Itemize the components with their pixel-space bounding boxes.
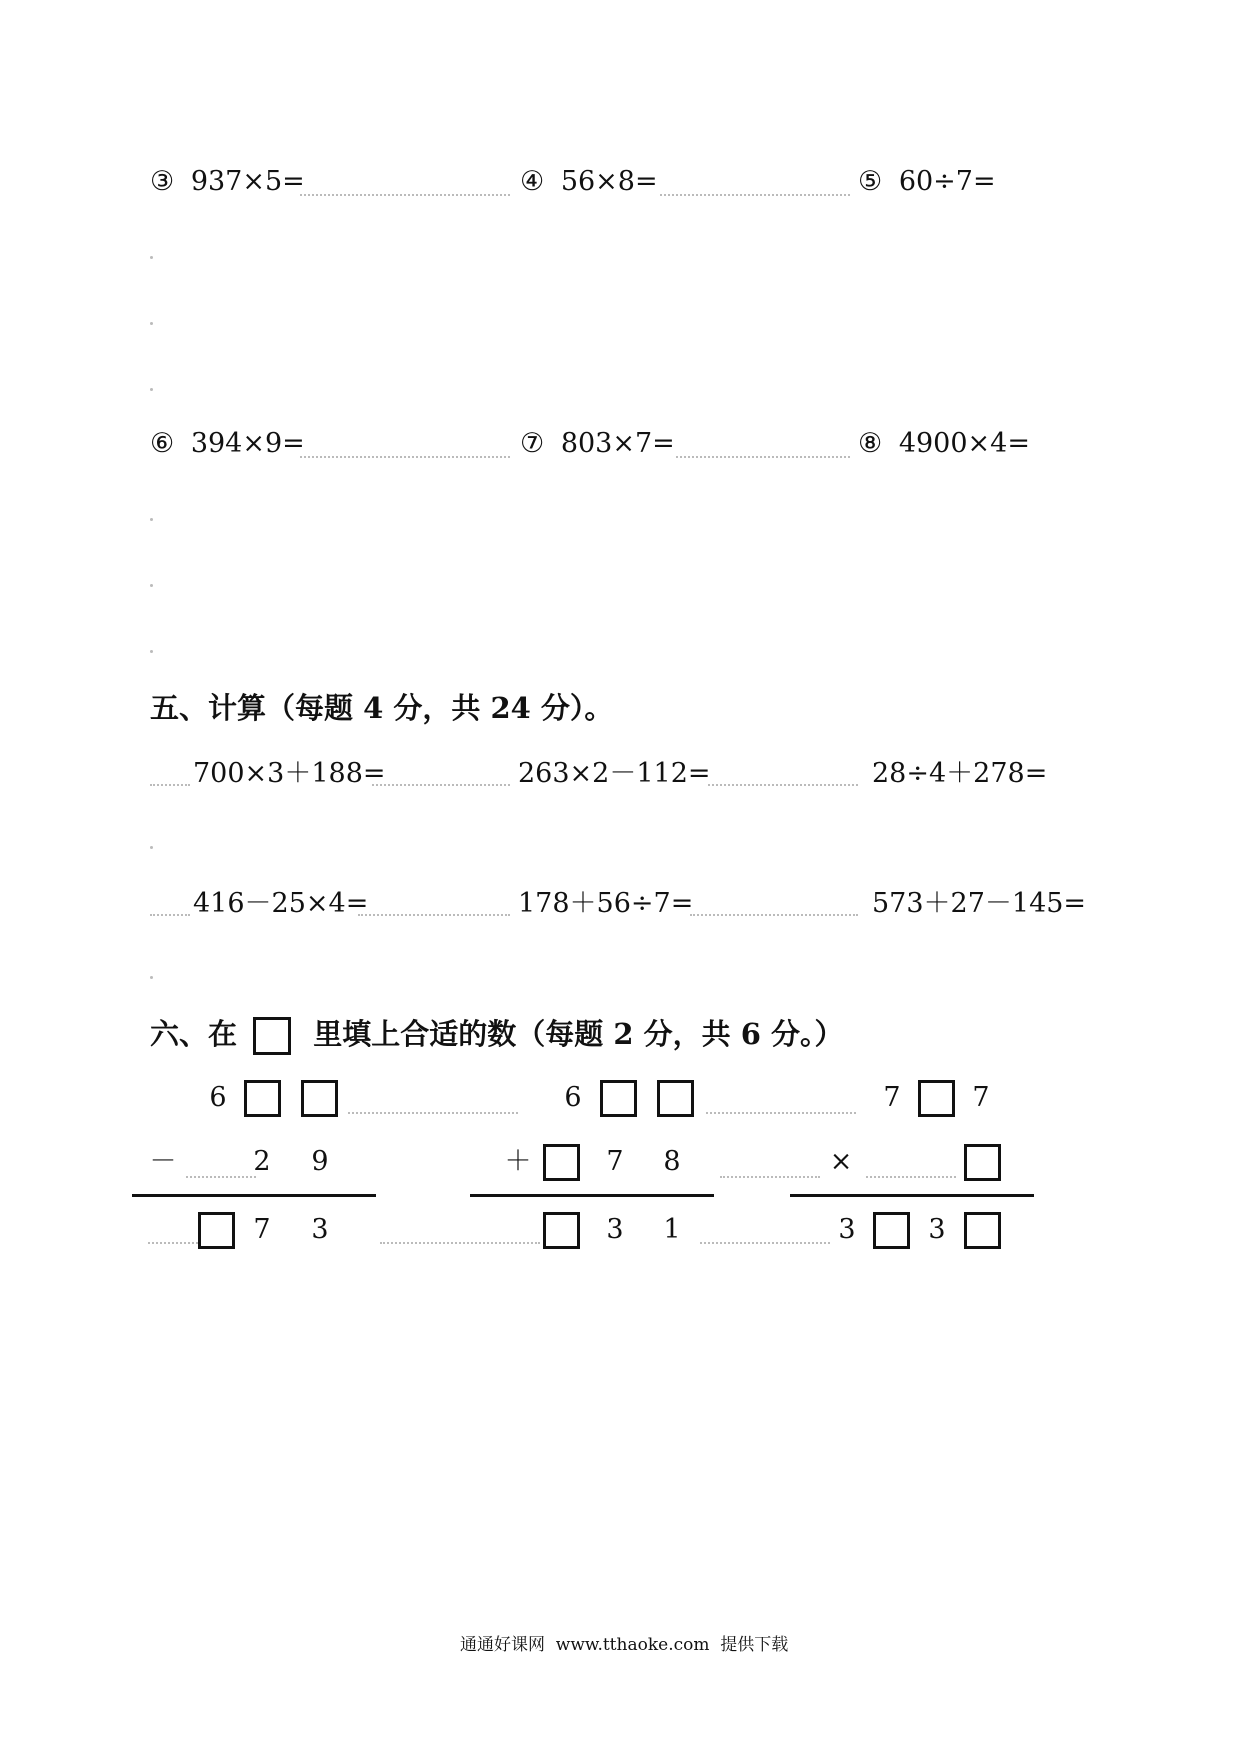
margin-dot — [150, 976, 153, 979]
problem-number: ③ — [150, 166, 175, 197]
answer-line — [148, 1242, 198, 1244]
answer-box[interactable] — [873, 1212, 910, 1249]
operator: － — [149, 1146, 177, 1177]
sum-rule — [132, 1194, 376, 1197]
calc-problem: 178＋56÷7= — [518, 888, 694, 919]
answer-line — [708, 784, 858, 786]
problem-5 — [858, 166, 996, 198]
problem-expression: 4900×4= — [898, 428, 1030, 459]
digit: 3 — [928, 1214, 946, 1245]
calc-problem: 28÷4＋278= — [872, 758, 1048, 789]
inline-box-icon — [253, 1017, 291, 1055]
calc-problem: 416－25×4= — [193, 888, 369, 919]
digit: 6 — [209, 1082, 227, 1113]
problem-expression: 803×7= — [560, 428, 675, 459]
answer-box[interactable] — [244, 1080, 281, 1117]
section-5-heading: 五、计算（每题 4 分，共 24 分）。 — [150, 691, 614, 725]
digit: 8 — [663, 1146, 681, 1177]
digit: 3 — [838, 1214, 856, 1245]
answer-line — [372, 784, 510, 786]
problem-7 — [520, 428, 675, 460]
answer-box[interactable] — [600, 1080, 637, 1117]
answer-line — [380, 1242, 540, 1244]
answer-line — [720, 1176, 820, 1178]
digit: 9 — [311, 1146, 329, 1177]
margin-dot — [150, 388, 153, 391]
answer-box[interactable] — [964, 1144, 1001, 1181]
answer-line — [660, 194, 850, 196]
margin-dot — [150, 846, 153, 849]
problem-expression: 56×8= — [560, 166, 658, 197]
product-rule — [790, 1194, 1034, 1197]
digit: 1 — [663, 1214, 681, 1245]
answer-line — [300, 194, 510, 196]
problem-expression: 937×5= — [190, 166, 305, 197]
problem-8 — [858, 428, 1030, 460]
problem-expression: 60÷7= — [898, 166, 996, 197]
answer-box[interactable] — [543, 1212, 580, 1249]
problem-number: ⑦ — [520, 428, 545, 459]
calc-problem: 700×3＋188= — [193, 758, 386, 789]
answer-box[interactable] — [543, 1144, 580, 1181]
answer-line — [348, 1112, 518, 1114]
calc-problem: 263×2－112= — [518, 758, 711, 789]
answer-line — [150, 784, 190, 786]
margin-dot — [150, 650, 153, 653]
answer-box[interactable] — [198, 1212, 235, 1249]
margin-dot — [150, 322, 153, 325]
answer-line — [358, 914, 510, 916]
problem-4 — [520, 166, 658, 198]
heading-post: 里填上合适的数（每题 2 分，共 6 分。） — [313, 1017, 844, 1051]
heading-pre: 六、在 — [150, 1017, 238, 1051]
answer-line — [690, 914, 858, 916]
problem-number: ⑥ — [150, 428, 175, 459]
answer-line — [150, 914, 190, 916]
answer-line — [676, 456, 850, 458]
answer-line — [186, 1176, 256, 1178]
digit: 7 — [972, 1082, 990, 1113]
digit: 2 — [253, 1146, 271, 1177]
answer-box[interactable] — [657, 1080, 694, 1117]
digit: 7 — [606, 1146, 624, 1177]
answer-line — [700, 1242, 830, 1244]
problem-number: ⑤ — [858, 166, 883, 197]
answer-box[interactable] — [964, 1212, 1001, 1249]
answer-box[interactable] — [918, 1080, 955, 1117]
answer-box[interactable] — [301, 1080, 338, 1117]
footer-credit: 通通好课网 www.tthaoke.com 提供下载 — [460, 1635, 789, 1655]
digit: 3 — [311, 1214, 329, 1245]
margin-dot — [150, 256, 153, 259]
digit: 7 — [253, 1214, 271, 1245]
problem-3 — [150, 166, 305, 198]
sum-rule — [470, 1194, 714, 1197]
section-6-heading — [150, 1016, 843, 1055]
operator: × — [829, 1146, 853, 1177]
margin-dot — [150, 584, 153, 587]
problem-number: ④ — [520, 166, 545, 197]
margin-dot — [150, 518, 153, 521]
problem-number: ⑧ — [858, 428, 883, 459]
calc-problem: 573＋27－145= — [872, 888, 1087, 919]
answer-line — [706, 1112, 856, 1114]
operator: ＋ — [504, 1146, 532, 1177]
problem-6 — [150, 428, 305, 460]
answer-line — [300, 456, 510, 458]
digit: 6 — [564, 1082, 582, 1113]
answer-line — [866, 1176, 956, 1178]
digit: 7 — [883, 1082, 901, 1113]
digit: 3 — [606, 1214, 624, 1245]
problem-expression: 394×9= — [190, 428, 305, 459]
